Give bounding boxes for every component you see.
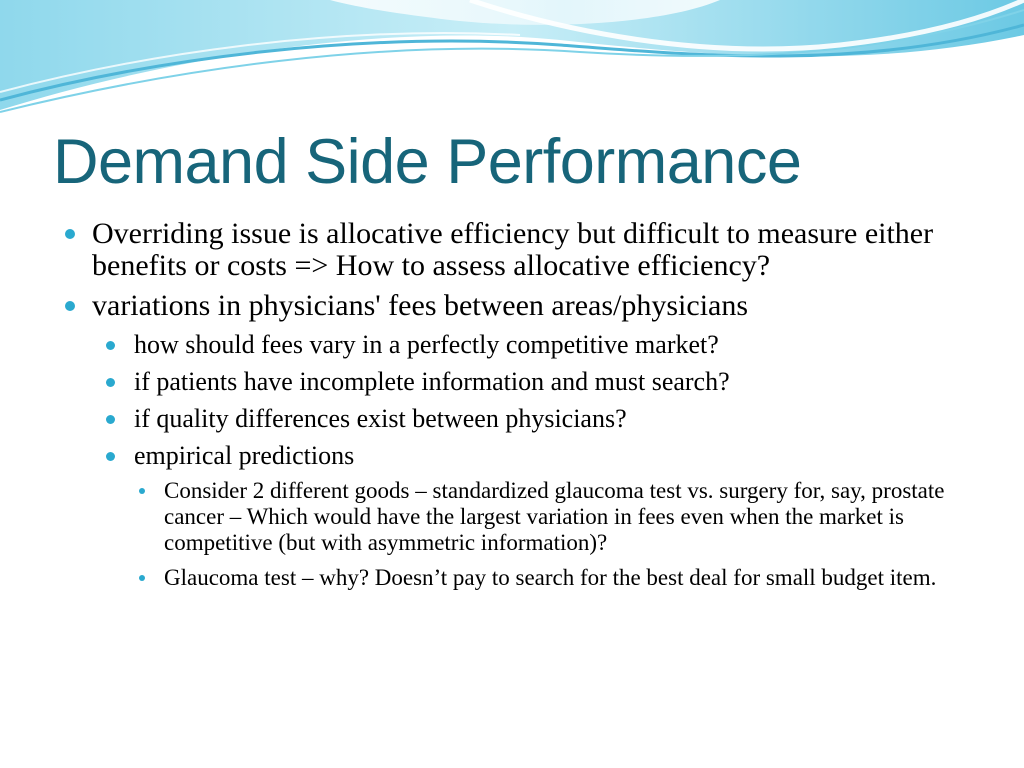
bullet-dot-icon: [65, 301, 75, 311]
bullet-text: Overriding issue is allocative efficiency but difficult to measure either benefits or costs => How to assess allocative efficiency?: [92, 217, 934, 282]
sub-bullet-text: empirical predictions: [134, 441, 355, 470]
bullet-dot-icon: [139, 575, 145, 581]
header-wave-decoration: [0, 0, 1024, 130]
bullet-dot-icon: [106, 415, 115, 424]
sub-bullet-text: how should fees vary in a perfectly competitive market?: [134, 330, 719, 359]
slide-body: [60, 218, 990, 600]
bullet-item: [60, 290, 990, 322]
sub-sub-bullet-text: Glaucoma test – why? Doesn’t pay to search for the best deal for small budget item.: [164, 565, 937, 590]
bullet-dot-icon: [106, 452, 115, 461]
sub-sub-bullet-item: [164, 565, 954, 591]
bullet-dot-icon: [106, 341, 115, 350]
sub-bullet-item: [134, 330, 990, 360]
bullet-dot-icon: [65, 229, 75, 239]
sub-bullet-text: if quality differences exist between physicians?: [134, 404, 627, 433]
sub-sub-bullet-list: [60, 478, 990, 591]
sub-bullet-item: [134, 441, 990, 471]
sub-bullet-text: if patients have incomplete information and must search?: [134, 367, 730, 396]
sub-sub-bullet-text: Consider 2 different goods – standardized glaucoma test vs. surgery for, say, prostate cancer – Which would have the largest variation in fees even when the market is competitive (but with asymmetric information)?: [164, 478, 945, 555]
sub-bullet-list: [60, 330, 990, 471]
slide-title: Demand Side Performance: [53, 127, 802, 197]
bullet-list: [60, 218, 990, 322]
bullet-text: variations in physicians' fees between areas/physicians: [92, 289, 749, 322]
sub-bullet-item: [134, 367, 990, 397]
sub-bullet-item: [134, 404, 990, 434]
bullet-dot-icon: [139, 488, 145, 494]
sub-sub-bullet-item: [164, 478, 954, 556]
bullet-item: [60, 218, 990, 282]
bullet-dot-icon: [106, 378, 115, 387]
